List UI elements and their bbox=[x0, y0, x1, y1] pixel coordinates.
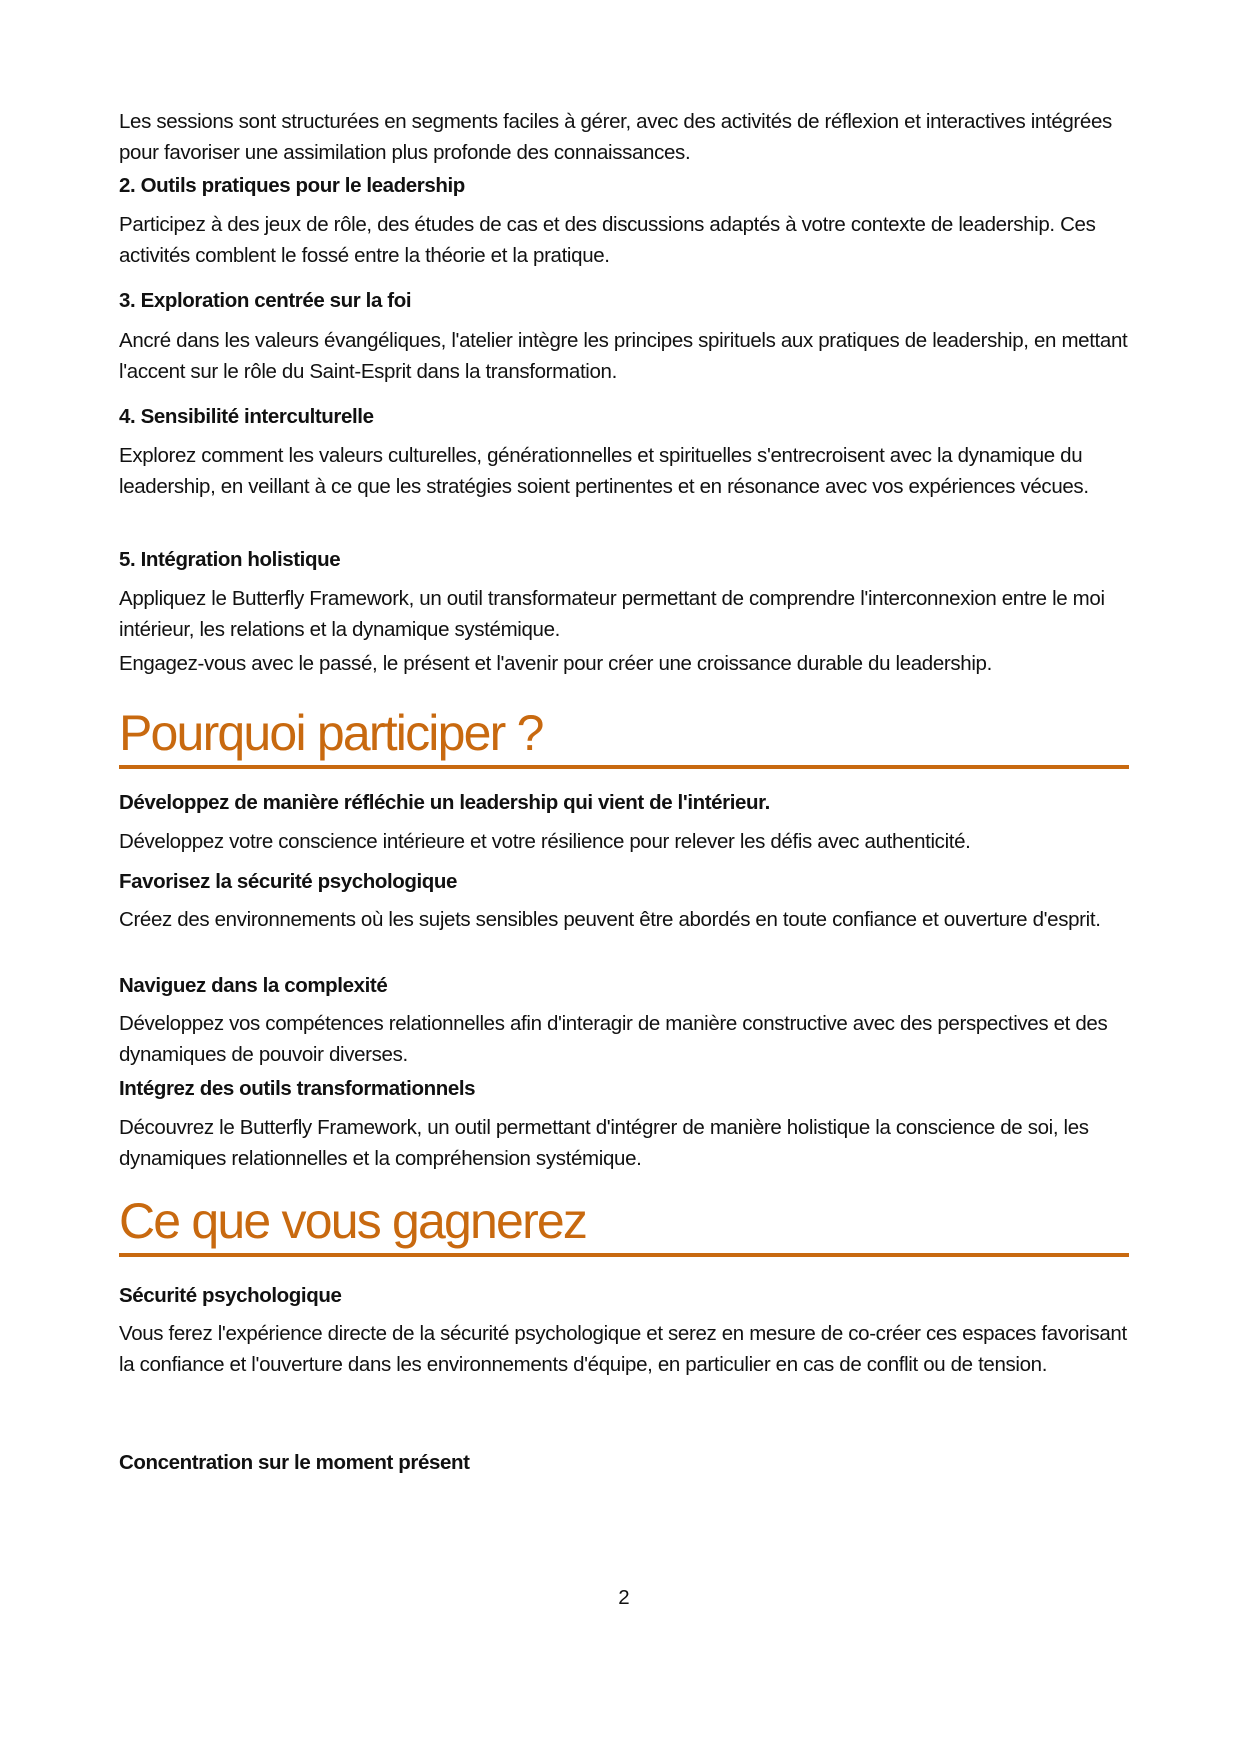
feature-text-practical-tools: Participez à des jeux de rôle, des études de cas et des discussions adaptés à votre contexte de leadership. Ces activités comblent le fossé entre la théorie et la pratique. bbox=[119, 213, 1096, 267]
feature-text-faith: Ancré dans les valeurs évangéliques, l'atelier intègre les principes spirituels aux pratiques de leadership, en mettant l'accent sur le rôle du Saint-Esprit dans la transformation. bbox=[119, 329, 1128, 383]
why-item-heading: Favorisez la sécurité psychologique bbox=[119, 870, 458, 893]
why-item-text: Développez votre conscience intérieure et votre résilience pour relever les défis avec authenticité. bbox=[119, 830, 971, 853]
intro-paragraph: Les sessions sont structurées en segments faciles à gérer, avec des activités de réflexion et interactives intégrées pour favoriser une assimilation plus profonde des connaissances. bbox=[119, 110, 1112, 164]
section-title-what-you-gain: Ce que vous gagnerez bbox=[119, 1191, 1129, 1257]
why-item-text: Développez vos compétences relationnelles afin d'interagir de manière constructive avec des perspectives et des dynamiques de pouvoir diverses. bbox=[119, 1012, 1108, 1066]
feature-heading-practical-tools: 2. Outils pratiques pour le leadership bbox=[119, 174, 465, 197]
why-item-heading: Développez de manière réfléchie un leadership qui vient de l'intérieur. bbox=[119, 791, 770, 814]
feature-heading-faith: 3. Exploration centrée sur la foi bbox=[119, 289, 412, 312]
feature-heading-holistic: 5. Intégration holistique bbox=[119, 548, 341, 571]
feature-text-intercultural: Explorez comment les valeurs culturelles, générationnelles et spirituelles s'entrecroisent avec la dynamique du leadership, en veillant à ce que les stratégies soient pertinentes et en résonance avec vos expériences vécues. bbox=[119, 444, 1089, 498]
gain-item-heading: Concentration sur le moment présent bbox=[119, 1451, 470, 1474]
feature-text-holistic-2: Engagez-vous avec le passé, le présent et l'avenir pour créer une croissance durable du leadership. bbox=[119, 652, 992, 675]
section-title-why-participate: Pourquoi participer ? bbox=[119, 703, 1129, 769]
why-item-text: Créez des environnements où les sujets sensibles peuvent être abordés en toute confiance et ouverture d'esprit. bbox=[119, 908, 1101, 931]
page-number: 2 bbox=[618, 1586, 630, 1609]
gain-item-text: Vous ferez l'expérience directe de la sécurité psychologique et serez en mesure de co-créer ces espaces favorisant la confiance et l'ouverture dans les environnements d'équipe, en particulier en cas de conflit ou de tension. bbox=[119, 1322, 1127, 1376]
why-item-heading: Naviguez dans la complexité bbox=[119, 974, 388, 997]
gain-item-heading: Sécurité psychologique bbox=[119, 1284, 342, 1307]
feature-text-holistic: Appliquez le Butterfly Framework, un outil transformateur permettant de comprendre l'interconnexion entre le moi intérieur, les relations et la dynamique systémique. bbox=[119, 587, 1105, 641]
feature-heading-intercultural: 4. Sensibilité interculturelle bbox=[119, 405, 374, 428]
why-item-heading: Intégrez des outils transformationnels bbox=[119, 1077, 476, 1100]
why-item-text: Découvrez le Butterfly Framework, un outil permettant d'intégrer de manière holistique la conscience de soi, les dynamiques relationnelles et la compréhension systémique. bbox=[119, 1116, 1089, 1170]
